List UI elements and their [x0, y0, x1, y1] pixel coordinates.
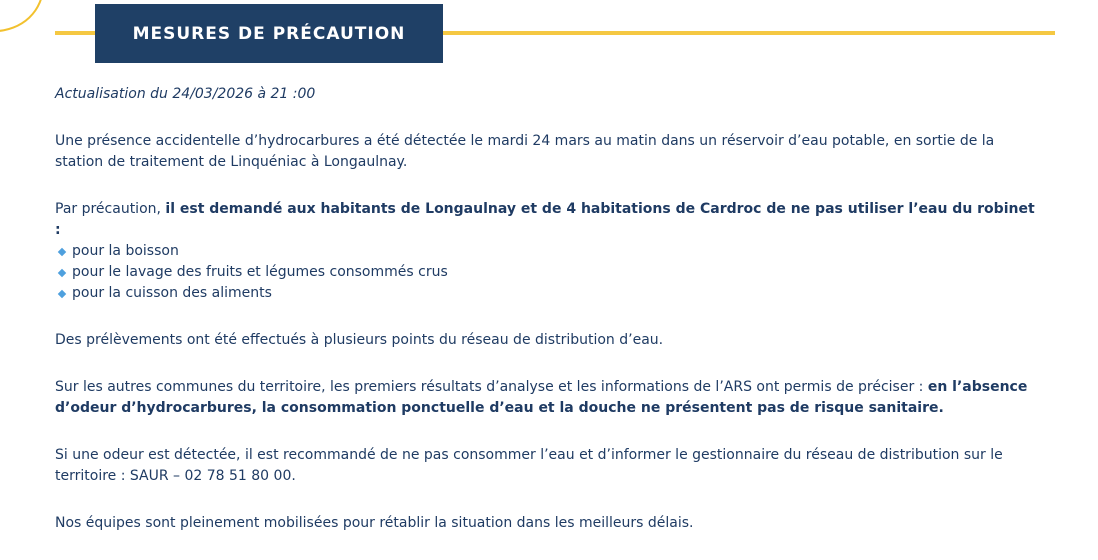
section-title-banner — [95, 4, 443, 63]
list-item — [55, 283, 1045, 304]
diamond-bullet-icon — [58, 289, 66, 297]
paragraph-precaution — [55, 199, 1045, 241]
precaution-instruction: il est demandé aux habitants de Longaulnay et de 4 habitations de Cardroc de ne pas utiliser l’eau du robinet : — [55, 201, 1035, 238]
list-item-label: pour la boisson — [72, 243, 179, 259]
list-item — [55, 262, 1045, 283]
list-item — [55, 241, 1045, 262]
section-title: MESURES DE PRÉCAUTION — [132, 23, 406, 44]
paragraph-sampling: Des prélèvements ont été effectués à plusieurs points du réseau de distribution d’eau. — [55, 332, 664, 348]
other-communes-conclusion: en l’absence d’odeur d’hydrocarbures, la consommation ponctuelle d’eau et la douche ne présentent pas de risque sanitaire. — [55, 379, 1028, 416]
paragraph-mobilisation: Nos équipes sont pleinement mobilisées pour rétablir la situation dans les meilleurs délais. — [55, 515, 694, 531]
list-item-label: pour le lavage des fruits et légumes consommés crus — [72, 264, 448, 280]
precaution-list — [55, 241, 1045, 304]
paragraph-odour-contact: Si une odeur est détectée, il est recommandé de ne pas consommer l’eau et d’informer le gestionnaire du réseau de distribution sur le territoire : SAUR – 02 78 51 80 00. — [55, 447, 1003, 484]
update-timestamp: Actualisation du 24/03/2026 à 21 :00 — [55, 86, 316, 102]
diamond-bullet-icon — [58, 268, 66, 276]
paragraph-incident: Une présence accidentelle d’hydrocarbures a été détectée le mardi 24 mars au matin dans un réservoir d’eau potable, en sortie de la station de traitement de Linquéniac à Longaulnay. — [55, 133, 995, 170]
other-communes-lead: Sur les autres communes du territoire, les premiers résultats d’analyse et les informations de l’ARS ont permis de préciser : — [55, 379, 928, 395]
decorative-arc — [0, 0, 51, 40]
list-item-label: pour la cuisson des aliments — [72, 285, 272, 301]
diamond-bullet-icon — [58, 247, 66, 255]
article-body — [55, 84, 1045, 560]
paragraph-other-communes — [55, 377, 1045, 419]
precaution-lead: Par précaution, — [55, 201, 166, 217]
